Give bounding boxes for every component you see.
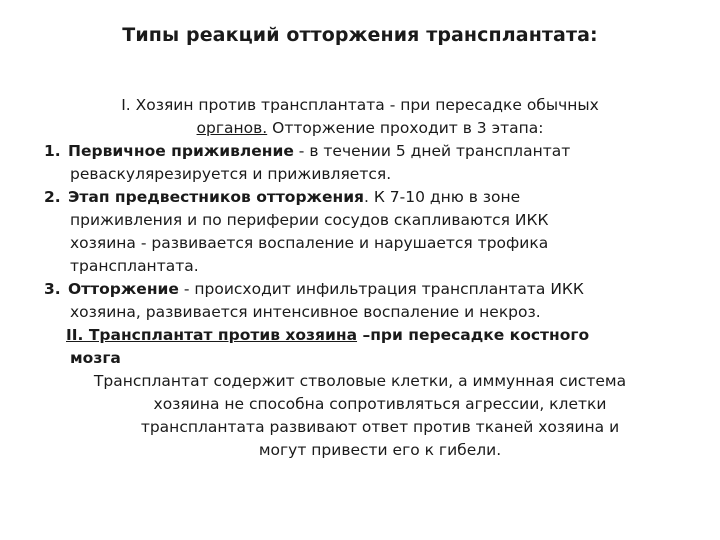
step-number: 2.	[44, 188, 61, 206]
step-text-line: хозяина, развивается интенсивное воспаление и некроз.	[70, 303, 541, 321]
step-text: - в течении 5 дней трансплантат	[293, 142, 571, 160]
slide-title: Типы реакций отторжения трансплантата:	[122, 24, 598, 46]
step-text-line: хозяина - развивается воспаление и нарушается трофика	[70, 234, 549, 252]
step-text-line: приживления и по периферии сосудов скапливаются ИКК	[70, 211, 549, 229]
section1-heading-line1: I. Хозяин против трансплантата - при пересадке обычных	[121, 96, 599, 114]
step-number: 1.	[44, 142, 61, 160]
section2-heading-rest: –при пересадке костного	[357, 326, 590, 344]
paragraph-line: Трансплантат содержит стволовые клетки, а иммунная система	[93, 372, 627, 390]
step-item-3	[0, 278, 720, 324]
step-text: - происходит инфильтрация трансплантата ИКК	[178, 280, 584, 298]
paragraph-line: хозяина не способна сопротивляться агрессии, клетки	[153, 395, 607, 413]
section1-subheading	[0, 117, 720, 140]
step-text-line: реваскулярезируется и приживляется.	[70, 165, 392, 183]
section2-heading-line2: мозга	[70, 349, 121, 367]
step-text-line: трансплантата.	[70, 257, 199, 275]
section1-heading	[0, 94, 720, 117]
step-term: Этап предвестников отторжения	[68, 188, 365, 206]
section2-heading	[0, 324, 720, 347]
section1-heading-rest: Отторжение проходит в 3 этапа:	[267, 119, 544, 137]
step-text: . К 7-10 дню в зоне	[364, 188, 521, 206]
step-number: 3.	[44, 280, 61, 298]
paragraph-line: могут привести его к гибели.	[258, 441, 502, 459]
step-item-1	[0, 140, 720, 186]
paragraph-line: трансплантата развивают ответ против тканей хозяина и	[140, 418, 620, 436]
step-term: Первичное приживление	[68, 142, 294, 160]
step-term: Отторжение	[68, 280, 179, 298]
slide-body	[0, 94, 720, 462]
section1-heading-underlined: органов.	[196, 119, 268, 137]
step-item-2	[0, 186, 720, 278]
section2-heading-underlined: II. Трансплантат против хозяина	[66, 326, 358, 344]
